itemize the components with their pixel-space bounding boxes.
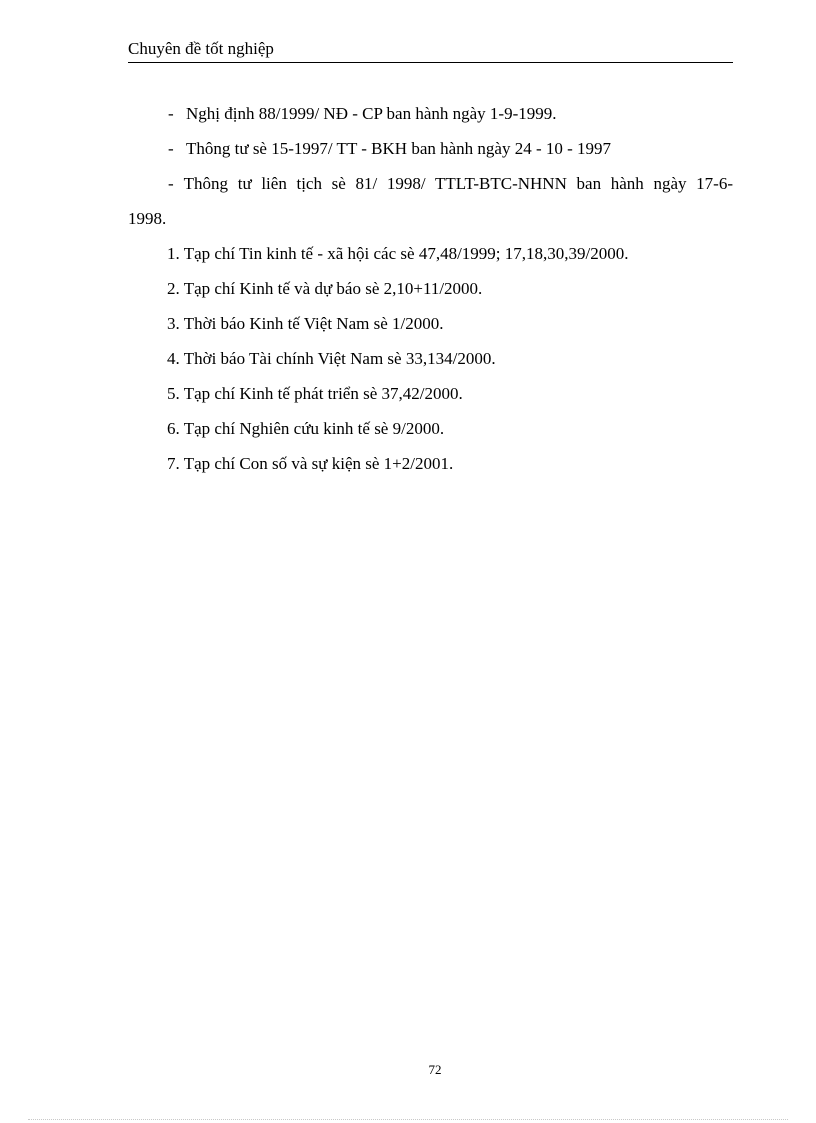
wrapped-item-continuation (128, 201, 733, 236)
header-title: Chuyên đề tốt nghiệp (128, 39, 274, 58)
dash-list-item-wrapped (128, 166, 733, 201)
dash-marker: - (168, 174, 174, 193)
dash-marker: - (168, 104, 174, 123)
page-number: 72 (428, 1062, 442, 1077)
wrapped-item-line2: 1998. (128, 209, 167, 228)
wrapped-item-line1: Thông tư liên tịch sè 81/ 1998/ TTLT-BTC-NHNN ban hành ngày 17-6- (183, 174, 733, 193)
numbered-list-item: 5. Tạp chí Kinh tế phát triển sè 37,42/2000. (167, 384, 463, 403)
page-header (128, 38, 733, 63)
numbered-list-item: 1. Tạp chí Tin kinh tế - xã hội các sè 47,48/1999; 17,18,30,39/2000. (167, 244, 629, 263)
numbered-list-item: 2. Tạp chí Kinh tế và dự báo sè 2,10+11/2000. (167, 279, 483, 298)
page-content (128, 96, 733, 481)
dash-item-text: Nghị định 88/1999/ NĐ - CP ban hành ngày 1-9-1999. (186, 104, 557, 123)
page-bottom-border (28, 1119, 788, 1120)
numbered-list-item: 6. Tạp chí Nghiên cứu kinh tế sè 9/2000. (167, 419, 445, 438)
numbered-list-item: 3. Thời báo Kinh tế Việt Nam sè 1/2000. (167, 314, 444, 333)
dash-list-item (128, 96, 733, 131)
dash-marker: - (168, 139, 174, 158)
numbered-list-item: 4. Thời báo Tài chính Việt Nam sè 33,134/2000. (167, 349, 496, 368)
numbered-list-item: 7. Tạp chí Con số và sự kiện sè 1+2/2001. (167, 454, 454, 473)
dash-list-item (128, 131, 733, 166)
dash-item-text: Thông tư sè 15-1997/ TT - BKH ban hành ngày 24 - 10 - 1997 (186, 139, 612, 158)
